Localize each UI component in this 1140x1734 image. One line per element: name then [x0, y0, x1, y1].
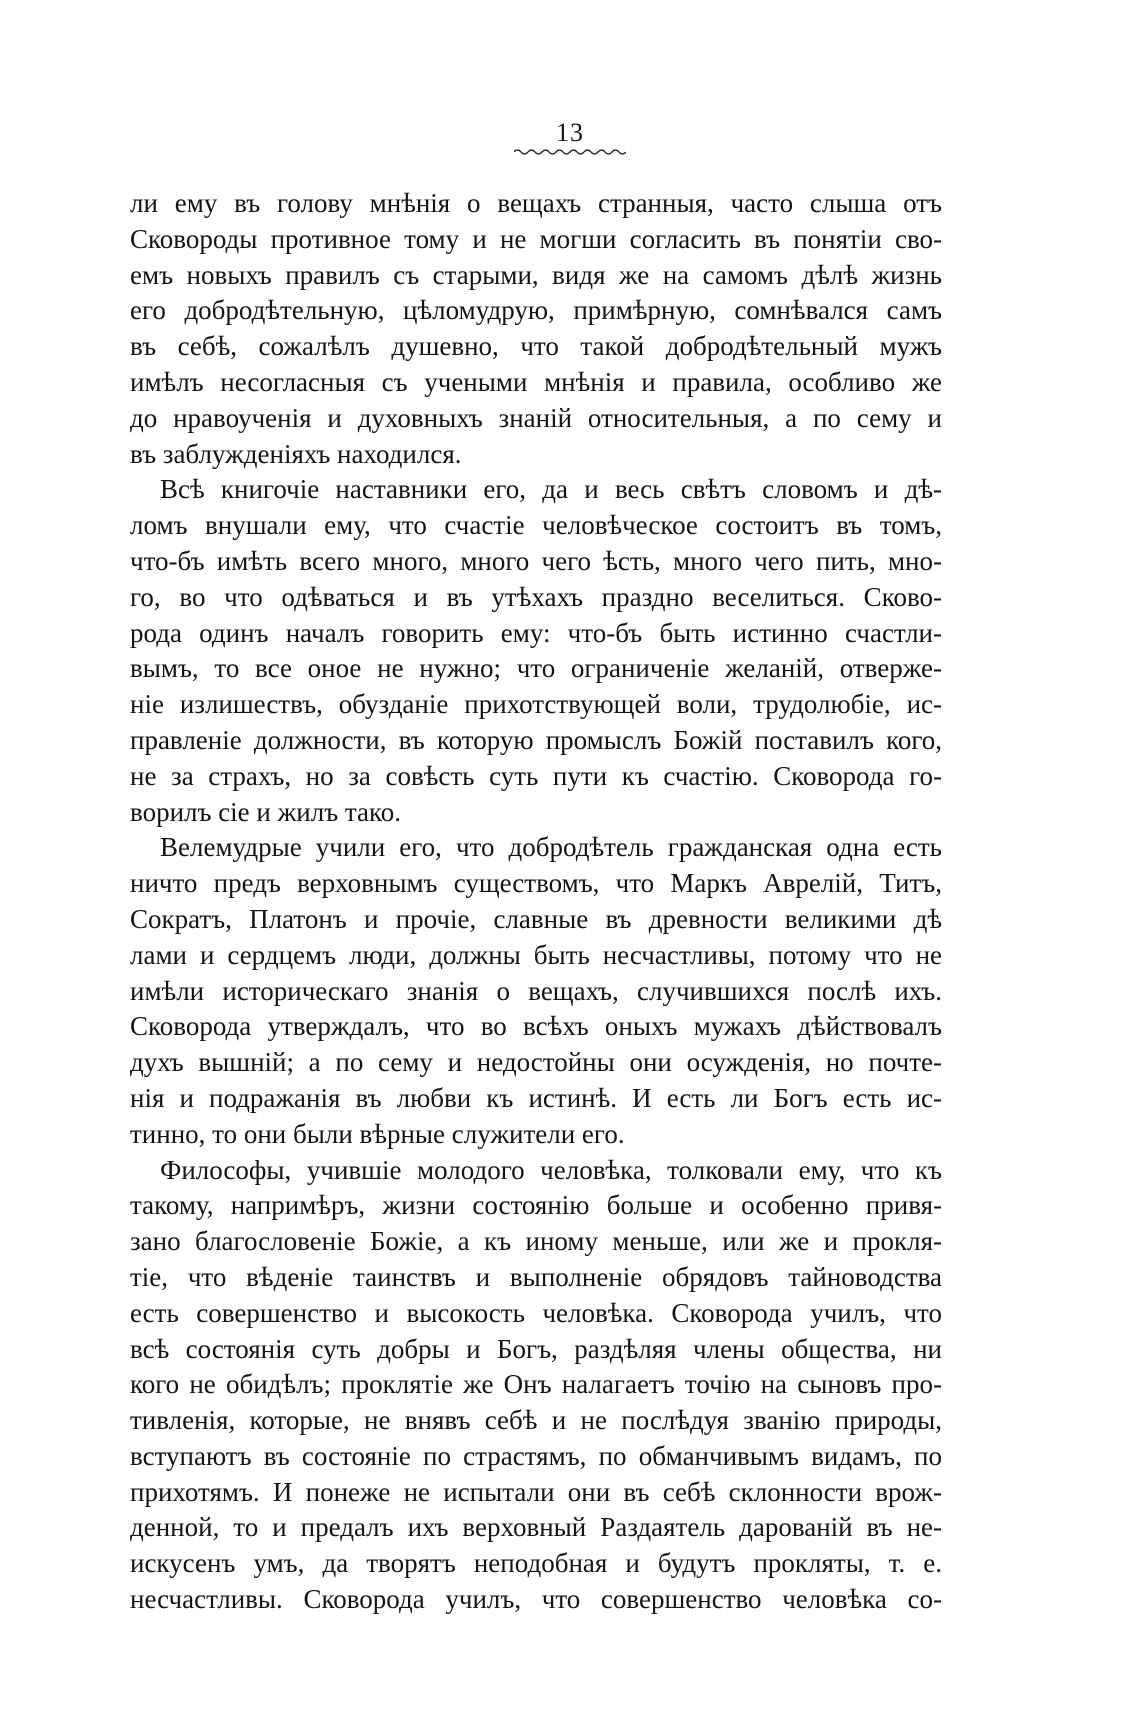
paragraph — [130, 1153, 942, 1618]
page-number: 13 — [556, 118, 584, 147]
text-line: вступаютъ въ состояніе по страстямъ, по обманчивымъ видамъ, по — [130, 1440, 942, 1471]
text-line: тинно, то они были вѣрные служители его. — [130, 1118, 625, 1149]
text-line: ворилъ сіе и жилъ тако. — [130, 796, 402, 827]
text-line: Велемудрые учили его, что добродѣтель гражданская одна есть — [160, 832, 942, 863]
text-line: рода одинъ началъ говорить ему: что-бъ быть истинно счастли- — [130, 617, 942, 648]
text-line: денной, то и предалъ ихъ верховный Раздаятель дарованій въ не- — [130, 1512, 942, 1543]
text-line: до нравоученія и духовныхъ знаній относительныя, а по сему и — [130, 402, 942, 433]
text-line: духъ вышній; а по сему и недостойны они осужденія, но почте- — [130, 1047, 942, 1078]
text-line: зано благословеніе Божіе, а къ иному меньше, или же и прокля- — [130, 1226, 942, 1257]
text-line: Сократъ, Платонъ и прочіе, славные въ древности великими дѣ — [130, 903, 942, 934]
paragraph — [130, 830, 942, 1152]
text-line: Сковороды противное тому и не могши согласить въ понятіи сво- — [130, 223, 942, 254]
text-line: Философы, учившіе молодого человѣка, толковали ему, что къ — [160, 1154, 942, 1185]
page-header — [0, 120, 1140, 156]
text-line: такому, напримѣръ, жизни состоянію больше и особенно привя- — [130, 1190, 942, 1221]
text-line: ничто предъ верховнымъ существомъ, что Маркъ Аврелій, Титъ, — [130, 868, 942, 899]
text-line: всѣ состоянія суть добры и Богъ, раздѣляя члены общества, ни — [130, 1333, 942, 1364]
text-line: въ заблужденіяхъ находился. — [130, 438, 462, 469]
text-line: не за страхъ, но за совѣсть суть пути къ счастію. Сковорода го- — [130, 760, 942, 791]
text-line: ніе излишествъ, обузданіе прихотствующей воли, трудолюбіе, ис- — [130, 689, 942, 720]
text-line: правленіе должности, въ которую промыслъ Божій поставилъ кого, — [130, 724, 942, 755]
text-line: имѣлъ несогласныя съ учеными мнѣнія и правила, особливо же — [130, 366, 942, 397]
text-line: Сковорода утверждалъ, что во всѣхъ оныхъ мужахъ дѣйствовалъ — [130, 1011, 942, 1042]
text-line: его добродѣтельную, цѣломудрую, примѣрную, сомнѣвался самъ — [130, 295, 942, 326]
text-line: ли ему въ голову мнѣнія о вещахъ странныя, часто слыша отъ — [130, 188, 942, 218]
text-line: вымъ, то все оное не нужно; что ограниченіе желаній, отверже- — [130, 653, 942, 684]
text-line: Всѣ книгочіе наставники его, да и весь свѣтъ словомъ и дѣ- — [160, 474, 942, 505]
text-line: ломъ внушали ему, что счастіе человѣческое состоитъ въ томъ, — [130, 510, 942, 541]
paragraph — [130, 472, 942, 830]
text-line: искусенъ умъ, да творятъ неподобная и будутъ прокляты, т. е. — [130, 1548, 942, 1579]
text-line: есть совершенство и высокость человѣка. Сковорода училъ, что — [130, 1297, 942, 1328]
text-line: емъ новыхъ правилъ съ старыми, видя же на самомъ дѣлѣ жизнь — [130, 259, 942, 290]
text-line: лами и сердцемъ люди, должны быть несчастливы, потому что не — [130, 939, 942, 970]
text-line: прихотямъ. И понеже не испытали они въ себѣ склонности врож- — [130, 1476, 942, 1507]
text-line: кого не обидѣлъ; проклятіе же Онъ налагаетъ точію на сыновъ про- — [130, 1369, 942, 1400]
text-line: что-бъ имѣть всего много, много чего ѣсть, много чего пить, мно- — [130, 545, 942, 576]
text-line: тіе, что вѣденіе таинствъ и выполненіе обрядовъ тайноводства — [130, 1261, 942, 1292]
text-line: въ себѣ, сожалѣлъ душевно, что такой добродѣтельный мужъ — [130, 331, 942, 362]
text-line: несчастливы. Сковорода училъ, что совершенство человѣка со- — [130, 1584, 942, 1615]
text-line: нія и подражанія въ любви къ истинѣ. И есть ли Богъ есть ис- — [130, 1082, 942, 1113]
text-line: го, во что одѣваться и въ утѣхахъ праздно веселиться. Сково- — [130, 581, 942, 612]
paragraph — [130, 186, 942, 472]
body-text — [130, 186, 942, 1618]
wavy-rule-ornament — [514, 148, 626, 156]
text-line: тивленія, которые, не внявъ себѣ и не послѣдуя званію природы, — [130, 1405, 942, 1436]
text-line: имѣли историческаго знанія о вещахъ, случившихся послѣ ихъ. — [130, 975, 942, 1006]
